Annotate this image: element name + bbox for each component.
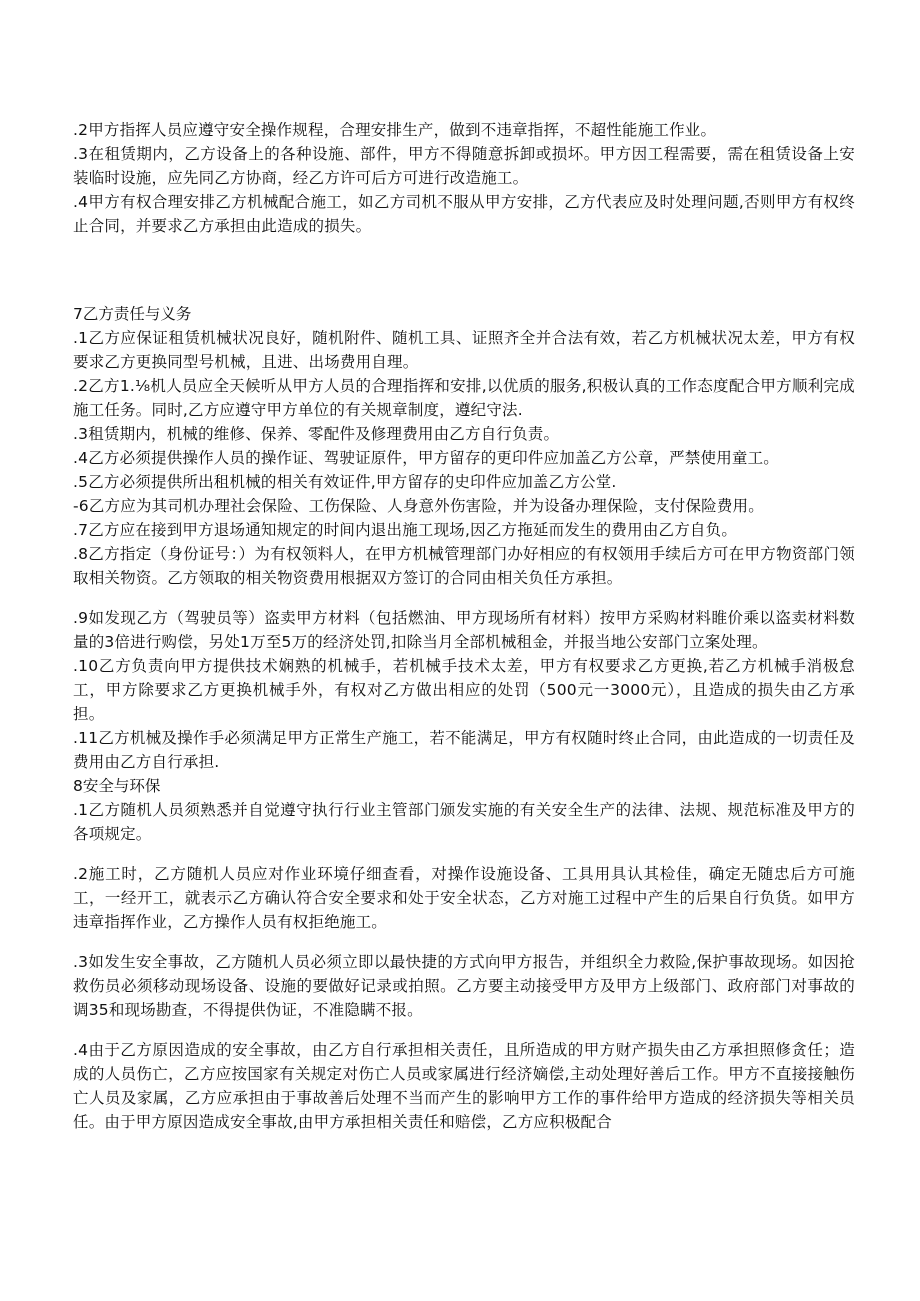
section-8-heading: 8安全与环保: [73, 777, 161, 795]
clause-7-9: .9如发现乙方（驾驶员等）盗卖甲方材料（包括燃油、甲方现场所有材料）按甲方采购材料睢价乘以盗卖材料数量的3倍进行购偿，另处1万至5万的经济处罚,扣除当月全部机械租金，并报当地公安部门立案处理。: [73, 609, 855, 651]
clause-7-4: .4乙方必须提供操作人员的操作证、驾驶证原件，甲方留存的更印件应加盖乙方公章，严禁使用童工。: [73, 449, 779, 467]
clause-7-5: .5乙方必须提供所出租机械的相关有效证件,甲方留存的史印件应加盖乙方公堂.: [73, 473, 617, 491]
clause-7-1: .1乙方应保证租赁机械状况良好，随机附件、随机工具、证照齐全并合法有效，若乙方机械状况太差，甲方有权要求乙方更换同型号机械，且进、出场费用自理。: [73, 329, 855, 371]
clause-6-3: .3在租赁期内，乙方设备上的各种设施、部件，甲方不得随意拆卸或损坏。甲方因工程需要，需在租赁设备上安装临时设施，应先同乙方协商，经乙方许可后方可进行改造施工。: [73, 145, 855, 187]
clause-7-6: -6乙方应为其司机办理社会保险、工伤保险、人身意外伤害险，并为设备办理保险，支付保险费用。: [73, 497, 764, 515]
spacer: [73, 846, 855, 862]
clause-7-10: .10乙方负责向甲方提供技术娴熟的机械手，若机械手技术太差，甲方有权要求乙方更换,若乙方机械手消极怠工，甲方除要求乙方更换机械手外，有权对乙方做出相应的处罚（500元一3000元），且造成的损失由乙方承担。: [73, 657, 855, 723]
clause-8-1: .1乙方随机人员须熟悉并自觉遵守执行行业主管部门颁发实施的有关安全生产的法律、法规、规范标准及甲方的各项规定。: [73, 801, 855, 843]
spacer: [73, 590, 855, 606]
clause-7-7: .7乙方应在接到甲方退场通知规定的时间内退出施工现场,因乙方拖延而发生的费用由乙方自负。: [73, 521, 738, 539]
spacer: [73, 934, 855, 950]
clause-7-8: .8乙方指定（身份证号：）为有权领料人，在甲方机械管理部门办好相应的有权领用手续后方可在甲方物资部门领取相关物资。乙方领取的相关物资费用根据双方签订的合同由相关负任方承担。: [73, 545, 855, 587]
document-page: [73, 118, 855, 1134]
section-7-heading: 7乙方责任与义务: [73, 305, 192, 323]
clause-6-2: .2甲方指挥人员应遵守安全操作规程，合理安排生产，做到不违章指挥，不超性能施工作业。: [73, 121, 717, 139]
clause-8-4: .4由于乙方原因造成的安全事故，由乙方自行承担相关责任，且所造成的甲方财产损失由乙方承担照修贪任；造成的人员伤亡，乙方应按国家有关规定对伤亡人员或家属进行经济嫡偿,主动处理好善后工作。甲方不直接接触伤亡人员及家属，乙方应承担由于事故善后处理不当而产生的影响甲方工作的事件给甲方造成的经济损失等相关员任。由于甲方原因造成安全事故,由甲方承担相关责任和赔偿，乙方应积极配合: [73, 1041, 855, 1131]
spacer: [73, 238, 855, 302]
clause-7-2: .2乙方1.⅛机人员应全天候听从甲方人员的合理指挥和安排,以优质的服务,积极认真的工作态度配合甲方顺利完成施工任务。同时,乙方应遵守甲方单位的有关规章制度，遵纪守法.: [73, 377, 855, 419]
spacer: [73, 1022, 855, 1038]
clause-8-3: .3如发生安全事故，乙方随机人员必须立即以最快捷的方式向甲方报告，并组织全力救险,保护事故现场。如因抢救伤员必须移动现场设备、设施的要做好记录或拍照。乙方要主动接受甲方及甲方上级部门、政府部门对事故的调35和现场勘查，不得提供伪证，不准隐瞒不报。: [73, 953, 855, 1019]
clause-7-3: .3租赁期内，机械的维修、保养、零配件及修理费用由乙方自行负责。: [73, 425, 560, 443]
clause-7-11: .11乙方机械及操作手必须满足甲方正常生产施工，若不能满足，甲方有权随时终止合同，由此造成的一切责任及费用由乙方自行承担.: [73, 729, 855, 771]
clause-8-2: .2施工时，乙方随机人员应对作业环境仔细查看，对操作设施设备、工具用具认其检佳，确定无随忠后方可施工，一经开工，就表示乙方确认符合安全要求和处于安全状态，乙方对施工过程中产生的后果自行负货。如甲方违章指挥作业，乙方操作人员有权拒绝施工。: [73, 865, 855, 931]
clause-6-4: .4甲方有权合理安排乙方机械配合施工，如乙方司机不服从甲方安排，乙方代表应及时处理问题,否则甲方有权终止合同，并要求乙方承担由此造成的损失。: [73, 193, 855, 235]
